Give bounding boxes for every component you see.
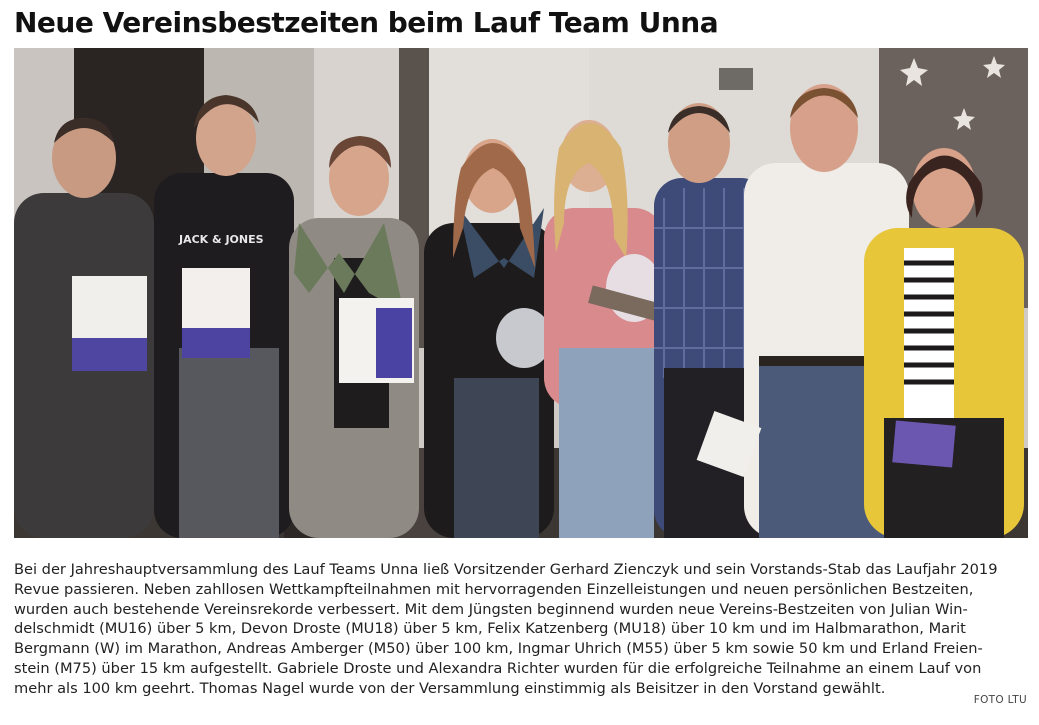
caption-line: delschmidt (MU16) über 5 km, Devon Droste (MU18) über 5 km, Felix Katzenberg (MU18) über 10 km und im Halbmarathon, Marit: [14, 620, 966, 638]
group-photo: [14, 48, 1028, 538]
photo-credit: FOTO LTU: [973, 694, 1027, 706]
caption-line: Revue passieren. Neben zahllosen Wettkampfteilnahmen mit hervorragenden Einzelleistungen und neuen persönlichen Bestzeiten,: [14, 580, 974, 598]
shirt-print: JACK & JONES: [179, 233, 264, 246]
caption-line: wurden auch bestehende Vereinsrekorde verbessert. Mit dem Jüngsten beginnend wurden neue Vereins-Bestzeiten von Julian Win-: [14, 600, 968, 618]
caption-line: stein (M75) über 15 km aufgestellt. Gabriele Droste und Alexandra Richter wurden für die erfolgreiche Teilnahme an einem Lauf von: [14, 659, 982, 677]
caption-line: Bei der Jahreshauptversammlung des Lauf Teams Unna ließ Vorsitzender Gerhard Zienczyk und sein Vorstands-Stab das Laufjahr 2019: [14, 561, 998, 578]
caption-line: mehr als 100 km geehrt. Thomas Nagel wurde von der Versammlung einstimmig als Beisitzer in den Vorstand gewählt.: [14, 679, 886, 697]
article-headline: Neue Vereinsbestzeiten beim Lauf Team Unna: [14, 6, 719, 39]
photo-caption: [14, 560, 1028, 699]
caption-line: Bergmann (W) im Marathon, Andreas Amberger (M50) über 100 km, Ingmar Uhrich (M55) über 5 km sowie 50 km und Erland Freien-: [14, 640, 983, 658]
